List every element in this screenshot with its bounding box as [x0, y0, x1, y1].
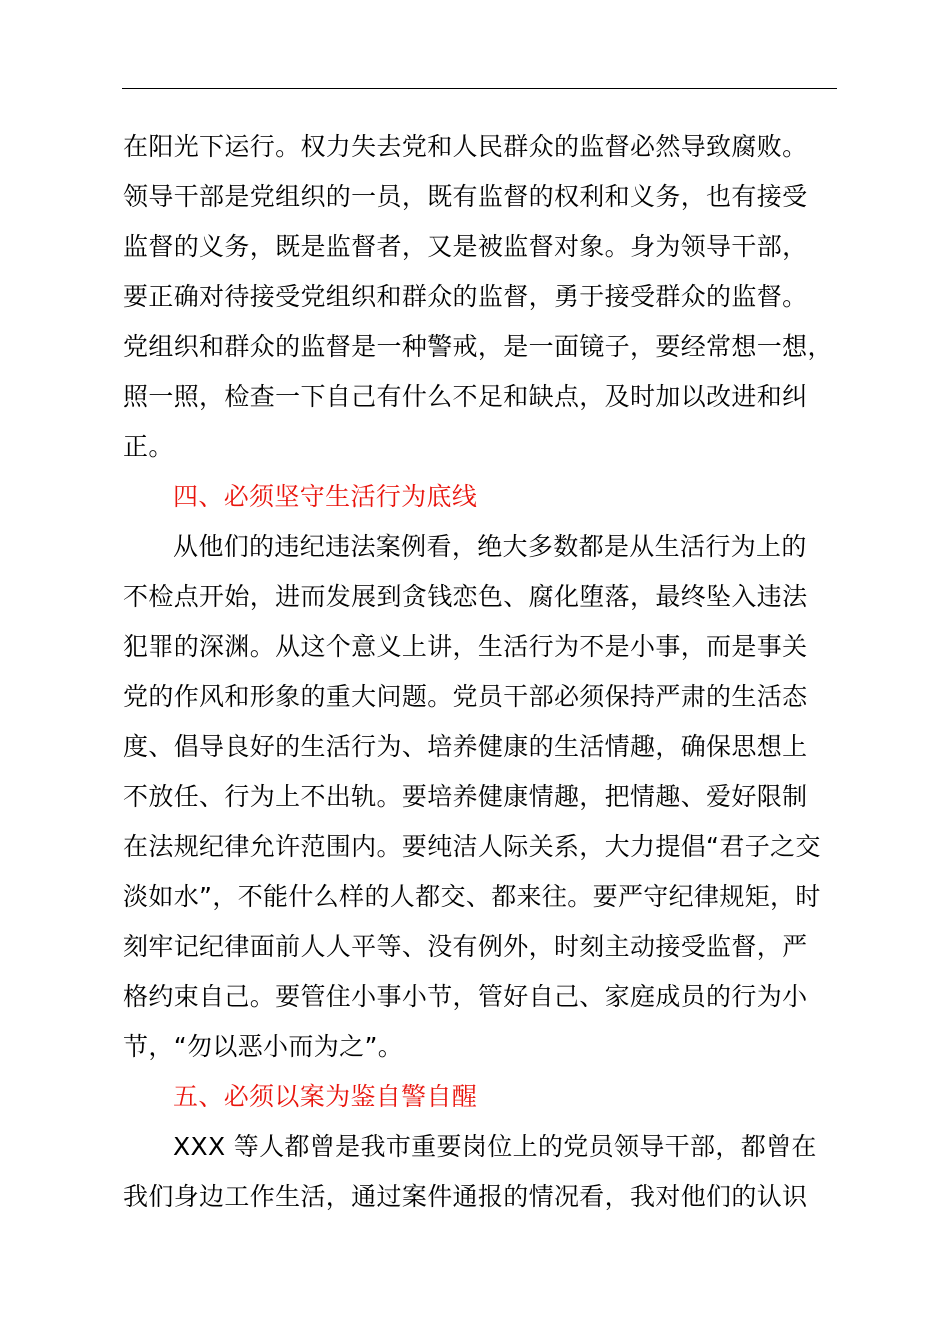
- paragraph-line: XXX 等人都曾是我市重要岗位上的党员领导干部，都曾在: [173, 1132, 817, 1161]
- paragraph-line: 不检点开始，进而发展到贪钱恋色、腐化堕落，最终坠入违法: [123, 582, 808, 611]
- paragraph-line: 度、倡导良好的生活行为、培养健康的生活情趣，确保思想上: [123, 732, 808, 761]
- paragraph-line: 要正确对待接受党组织和群众的监督，勇于接受群众的监督。: [123, 282, 808, 311]
- paragraph-line: 我们身边工作生活，通过案件通报的情况看，我对他们的认识: [123, 1182, 808, 1211]
- paragraph-line: 照一照，检查一下自己有什么不足和缺点，及时加以改进和纠: [123, 382, 808, 411]
- paragraph-line: 监督的义务，既是监督者，又是被监督对象。身为领导干部，: [123, 232, 808, 261]
- paragraph-line: 不放任、行为上不出轨。要培养健康情趣，把情趣、爱好限制: [123, 782, 808, 811]
- paragraph-line: 领导干部是党组织的一员，既有监督的权利和义务，也有接受: [123, 182, 808, 211]
- section-heading-5: 五、必须以案为鉴自警自醒: [173, 1082, 478, 1111]
- header-rule: [122, 88, 837, 89]
- paragraph-line: 节，“勿以恶小而为之”。: [123, 1032, 404, 1061]
- section-heading-4: 四、必须坚守生活行为底线: [173, 482, 478, 511]
- paragraph-line: 正。: [123, 432, 174, 461]
- paragraph-line: 在阳光下运行。权力失去党和人民群众的监督必然导致腐败。: [123, 132, 808, 161]
- paragraph-line: 格约束自己。要管住小事小节，管好自己、家庭成员的行为小: [123, 982, 808, 1011]
- paragraph-line: 党的作风和形象的重大问题。党员干部必须保持严肃的生活态: [123, 682, 808, 711]
- paragraph-line: 犯罪的深渊。从这个意义上讲，生活行为不是小事，而是事关: [123, 632, 808, 661]
- paragraph-line: 淡如水”，不能什么样的人都交、都来往。要严守纪律规矩，时: [123, 882, 821, 911]
- paragraph-line: 从他们的违纪违法案例看，绝大多数都是从生活行为上的: [173, 532, 807, 561]
- paragraph-line: 在法规纪律允许范围内。要纯洁人际关系，大力提倡“君子之交: [123, 832, 821, 861]
- paragraph-line: 刻牢记纪律面前人人平等、没有例外，时刻主动接受监督，严: [123, 932, 808, 961]
- paragraph-line: 党组织和群众的监督是一种警戒，是一面镜子，要经常想一想，: [123, 332, 833, 361]
- document-body: [123, 122, 839, 1222]
